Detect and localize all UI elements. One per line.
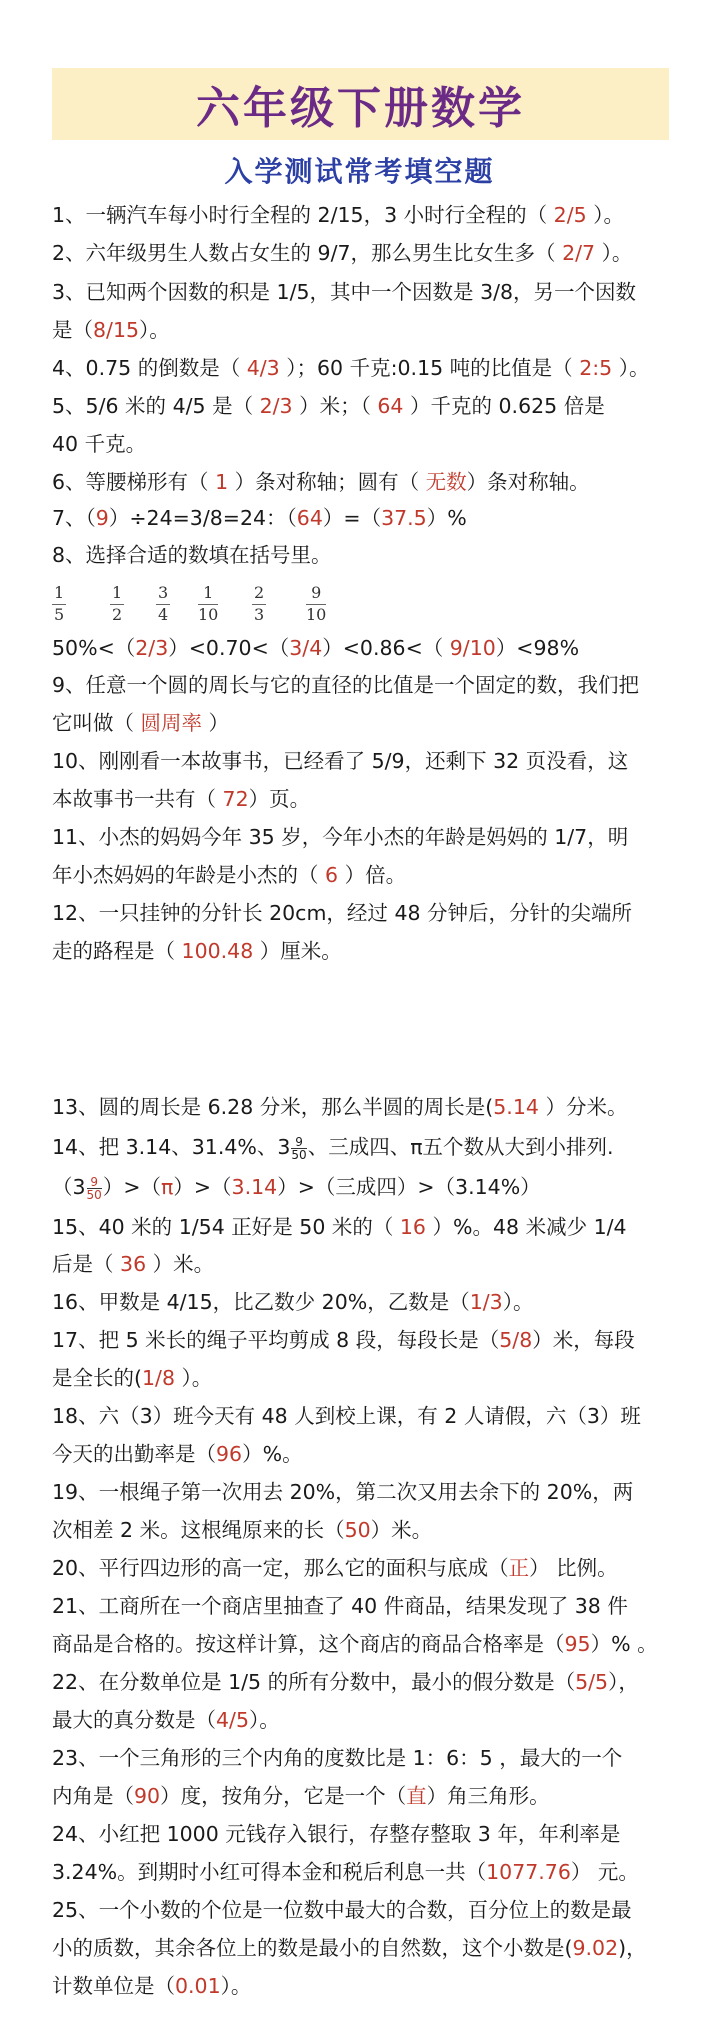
fraction-option: 9 10 [306,583,327,624]
answer: 64 [296,506,323,530]
question-5-line-2: 40 千克。 [52,432,147,456]
answer: 37.5 [381,506,427,530]
question-10-line-2: 本故事书一共有（ 72）页。 [52,787,311,811]
answer: 1 [215,470,229,494]
question-11-line-2: 年小杰妈妈的年龄是小杰的（ 6 ）倍。 [52,863,407,887]
question-25-line-2: 小的质数，其余各位上的数是最小的自然数，这个小数是(9.02)， [52,1936,647,1960]
question-16: 16、甲数是 4/15，比乙数少 20%，乙数是（1/3）。 [52,1290,534,1314]
question-22-line-2: 最大的真分数是（4/5）。 [52,1708,280,1732]
question-9-line-2: 它叫做（ 圆周率 ） [52,711,230,735]
question-10-line-1: 10、刚刚看一本故事书，已经看了 5/9，还剩下 32 页没看，这 [52,749,629,773]
answer: 2/5 [553,203,587,227]
question-24-line-2: 3.24%。到期时小红可得本金和税后利息一共（1077.76） 元。 [52,1860,639,1884]
answer: 9 [95,506,109,530]
answer: 3/4 [289,636,323,660]
answer: 1/3 [469,1290,503,1314]
question-17-line-2: 是全长的(1/8 ）。 [52,1366,213,1390]
question-25-line-1: 25、一个小数的个位是一位数中最大的合数，百分位上的数是最 [52,1898,632,1922]
question-4: 4、0.75 的倒数是（ 4/3 ）；60 千克:0.15 吨的比值是（ 2:5 ）。 [52,356,650,380]
fraction-option: 3 4 [158,583,169,624]
question-8-line-2: 50%<（2/3）<0.70<（3/4）<0.86<（ 9/10）<98% [52,636,580,660]
answer: 64 [377,394,404,418]
answer: 5/8 [499,1328,533,1352]
answer: 正 [508,1556,530,1580]
answer: 9/10 [449,636,496,660]
answer: 圆周率 [140,711,203,735]
question-21-line-2: 商品是合格的。按这样计算，这个商店的商品合格率是（95）% 。 [52,1632,658,1656]
question-12-line-2: 走的路程是（ 100.48 ）厘米。 [52,939,342,963]
question-2: 2、六年级男生人数占女生的 9/7，那么男生比女生多（ 2/7 ）。 [52,241,633,265]
question-7: 7、（9）÷24=3/8=24：（64）=（37.5）% [52,506,467,530]
answer: 5/5 [575,1670,609,1694]
fraction-option: 1 10 [198,583,219,624]
answer: 72 [222,787,249,811]
answer: 2/3 [259,394,293,418]
question-14-line-1: 14、把 3.14、31.4%、3 $\frac{9}{50}$ 、三成四、π五个数从大到小排列. [52,1134,614,1162]
answer: 1/8 [142,1366,175,1390]
question-13: 13、圆的周长是 6.28 分米，那么半圆的周长是(5.14 ）分米。 [52,1095,628,1119]
question-15-line-1: 15、40 米的 1/54 正好是 50 米的（ 16 ）%。48 米减少 1/4 [52,1215,627,1239]
question-24-line-1: 24、小红把 1000 元钱存入银行，存整存整取 3 年，年利率是 [52,1822,621,1846]
answer: 100.48 [181,939,254,963]
answer: 8/15 [93,318,140,342]
answer: 5.14 [493,1095,539,1119]
question-3-line-2: 是（8/15）。 [52,318,170,342]
answer: 6 [325,863,339,887]
answer: π [161,1175,174,1199]
answer: 9.02 [572,1936,619,1960]
question-19-line-1: 19、一根绳子第一次用去 20%，第二次又用去余下的 20%，两 [52,1480,634,1504]
answer: 2/3 [135,636,169,660]
question-23-line-1: 23、一个三角形的三个内角的度数比是 1：6：5 ，最大的一个 [52,1746,623,1770]
question-21-line-1: 21、工商所在一个商店里抽查了 40 件商品，结果发现了 38 件 [52,1594,628,1618]
question-20: 20、平行四边形的高一定，那么它的面积与底成（正） 比例。 [52,1556,618,1580]
question-18-line-2: 今天的出勤率是（96）%。 [52,1442,303,1466]
question-25-line-3: 计数单位是（0.01）。 [52,1974,252,1998]
answer: 3.14 [231,1175,278,1199]
answer: 4/5 [216,1708,249,1732]
answer: 16 [399,1215,426,1239]
question-1: 1、一辆汽车每小时行全程的 2/15，3 小时行全程的（ 2/5 ）。 [52,203,624,227]
question-15-line-2: 后是（ 36 ）米。 [52,1252,215,1276]
answer: 90 [134,1784,161,1808]
question-14-line-2: （3 $\frac{9}{50}$ ）>（π）>（3.14）>（三成四）>（3.14%） [52,1174,541,1202]
question-5-line-1: 5、5/6 米的 4/5 是（ 2/3 ）米；（ 64 ）千克的 0.625 倍是 [52,394,605,418]
answer: 直 [406,1784,427,1808]
answer: 95 [564,1632,591,1656]
title-banner [52,68,669,140]
answer-fraction: $\frac{9}{50}$ [86,1174,102,1202]
question-23-line-2: 内角是（90）度，按角分，它是一个（直）角三角形。 [52,1784,550,1808]
fraction-option: 2 3 [254,583,265,624]
answer: 无数 [425,470,467,494]
mixed-fraction: $\frac{9}{50}$ [291,1134,307,1162]
question-8-line-1: 8、选择合适的数填在括号里。 [52,543,332,567]
answer: 1077.76 [486,1860,571,1884]
page-subtitle: 入学测试常考填空题 [224,155,495,188]
question-19-line-2: 次相差 2 米。这根绳原来的长（50）米。 [52,1518,433,1542]
question-11-line-1: 11、小杰的妈妈今年 35 岁，今年小杰的年龄是妈妈的 1/7，明 [52,825,629,849]
fraction-option: 1 2 [112,583,123,624]
answer: 2:5 [579,356,613,380]
answer: 4/3 [246,356,280,380]
answer: 2/7 [562,241,596,265]
question-3-line-1: 3、已知两个因数的积是 1/5，其中一个因数是 3/8，另一个因数 [52,280,637,304]
answer: 96 [216,1442,243,1466]
question-17-line-1: 17、把 5 米长的绳子平均剪成 8 段，每段长是（5/8）米，每段 [52,1328,635,1352]
page-title: 六年级下册数学 [196,83,525,134]
question-6: 6、等腰梯形有（ 1 ）条对称轴；圆有（ 无数）条对称轴。 [52,470,590,494]
question-12-line-1: 12、一只挂钟的分针长 20cm，经过 48 分钟后，分针的尖端所 [52,901,633,925]
answer: 50 [344,1518,371,1542]
question-9-line-1: 9、任意一个圆的周长与它的直径的比值是一个固定的数，我们把 [52,673,640,697]
question-22-line-1: 22、在分数单位是 1/5 的所有分数中，最小的假分数是（5/5）， [52,1670,639,1694]
question-18-line-1: 18、六（3）班今天有 48 人到校上课，有 2 人请假，六（3）班 [52,1404,641,1428]
fraction-option: 1 5 [54,583,65,624]
answer: 0.01 [175,1974,221,1998]
answer: 36 [120,1252,147,1276]
